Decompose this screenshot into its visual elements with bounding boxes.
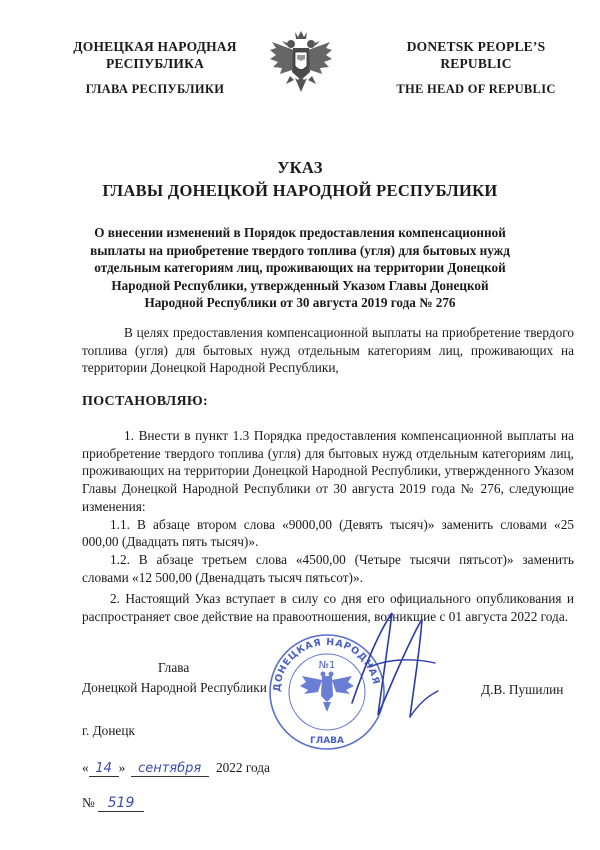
header-left-sub: ГЛАВА РЕСПУБЛИКИ (85, 82, 225, 96)
decree-subject: О внесении изменений в Порядок предоставления компенсационной выплаты на приобретение твердого топлива (угля) для бытовых нужд отдельным категориям лиц, проживающих на территории Донецкой Народной Республики, утвержденный Указом Главы Донецкой Народной Республики от 30 августа 2019 года № 276 (90, 225, 510, 310)
stamp-number: №1 (318, 660, 336, 671)
header-left-line2: РЕСПУБЛИКА (105, 56, 205, 71)
decree-word: ПОСТАНОВЛЯЮ: (82, 394, 208, 409)
date-year: 2022 года (215, 760, 270, 775)
date-month: сентября (131, 761, 209, 777)
date-line (82, 760, 270, 777)
preamble (82, 324, 574, 377)
header-right-sub: THE HEAD OF REPUBLIC (396, 82, 556, 96)
preamble-text: В целях предоставления компенсационной выплаты на приобретение твердого топлива (угля) для бытовых нужд отдельным категориям лиц, проживающих на территории Донецкой Народной Республики, (82, 325, 574, 376)
date-open-quote: « (82, 760, 89, 775)
place-city: г. Донецк (82, 723, 135, 738)
signatory-position-line2: Донецкой Народной Республики (82, 680, 267, 695)
item-1-2: 1.2. В абзаце третьем слова «4500,00 (Четыре тысячи пятьсот)» заменить словами «12 500,00 (Двенадцать тысяч пятьсот)». (82, 551, 574, 585)
decree-title: УКАЗ (277, 158, 323, 177)
item-1-1: 1.1. В абзаце втором слова «9000,00 (Девять тысяч)» заменить словами «25 000,00 (Двадцать пять тысяч)». (82, 516, 574, 550)
header-left (40, 38, 270, 72)
header-left-line1: ДОНЕЦКАЯ НАРОДНАЯ (73, 39, 237, 54)
header-right (376, 38, 576, 72)
header-right-line1: DONETSK PEOPLE’S (406, 39, 546, 54)
decree-title-issuer: ГЛАВЫ ДОНЕЦКОЙ НАРОДНОЙ РЕСПУБЛИКИ (102, 181, 498, 200)
number-value: 519 (98, 795, 144, 812)
date-day: 14 (89, 761, 119, 777)
header-right-line2: REPUBLIC (440, 56, 512, 71)
stamp-bottom-text: ГЛАВА (309, 736, 345, 746)
number-prefix: № (82, 795, 95, 810)
item-1: 1. Внести в пункт 1.3 Порядка предоставления компенсационной выплаты на приобретение твердого топлива (угля) для бытовых нужд отдельным категориям лиц, проживающих на территории Донецкой Народной Республики, утвержденного Указом Главы Донецкой Народной Республики от 30 августа 2019 года № 276, следующие изменения: (82, 428, 574, 514)
signatory-position (82, 660, 267, 696)
coat-of-arms-icon (268, 28, 334, 100)
date-close-quote: » (118, 760, 126, 775)
stamp-ring-text: ДОНЕЦКАЯ НАРОДНАЯ (271, 636, 382, 693)
signatory-position-line1: Глава (158, 660, 190, 675)
handwritten-signature (340, 605, 450, 735)
item-2: 2. Настоящий Указ вступает в силу со дня его официального опубликования и распространяет свое действие на правоотношения, возникшие с 01 августа 2022 года. (82, 591, 574, 625)
decree-number (82, 795, 144, 812)
signatory-name: Д.В. Пушилин (481, 682, 564, 697)
decree-items (82, 427, 574, 626)
